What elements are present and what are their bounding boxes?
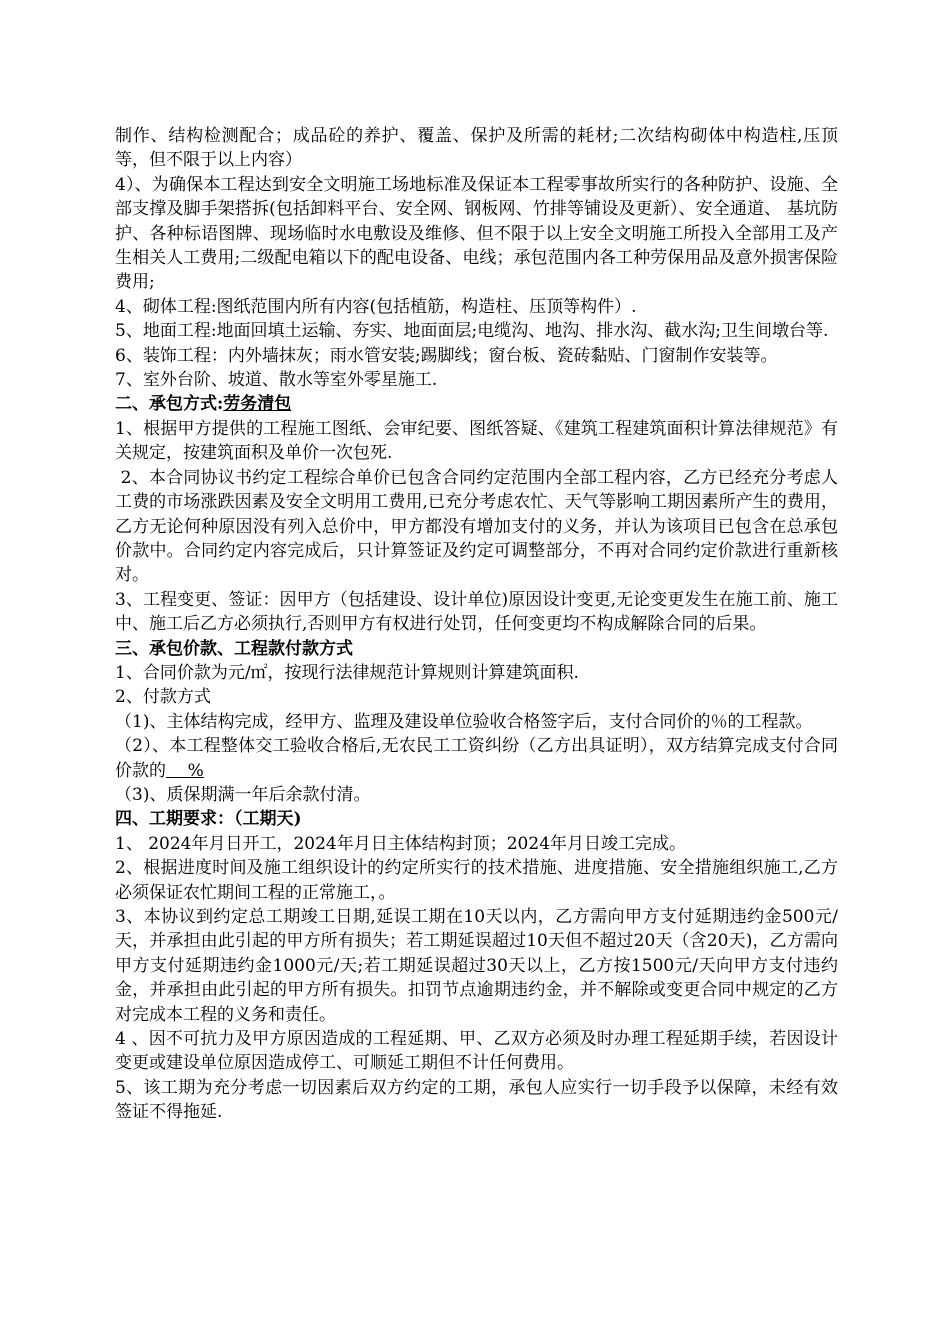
paragraph-schedule-dates: 1、 2024年月日开工，2024年月日主体结构封顶；2024年月日竣工完成。 xyxy=(115,833,687,854)
paragraph-delay-penalty: 3、本协议到约定总工期竣工日期,延误工期在10天以内，乙方需向甲方支付延期违约金500元/天，并承担由此引起的甲方所有损失；若工期延误超过10天但不超过20天（含20天)，乙方需向甲方支付延期违约金1000元/天;若工期延误超过30天以上，乙方按1500元/天向甲方支付违约金，并承担由此引起的甲方所有损失。扣罚节点逾期违约金，并不解除或变更合同中规定的乙方对完成本工程的义务和责任。 xyxy=(115,907,838,1025)
heading-prefix: 二、承包方式: xyxy=(115,394,224,415)
paragraph-masonry: 4、砌体工程:图纸范围内所有内容(包括植筋，构造柱、压顶等构件）. xyxy=(115,296,637,317)
paragraph-unit-price-inclusion: 2、本合同协议书约定工程综合单价已包含合同约定范围内全部工程内容，乙方已经充分考虑人工费的市场涨跌因素及安全文明用工费用,已充分考虑农忙、天气等影响工期因素所产生的费用，乙方无论何种原因没有列入总价中，甲方都没有增加支付的义务，并认为该项目已包含在总承包价款中。合同约定内容完成后，只计算签证及约定可调整部分，不再对合同约定价款进行重新核对。 xyxy=(115,467,838,586)
paragraph-outdoor-works: 7、室外台阶、坡道、散水等室外零星施工. xyxy=(115,370,438,391)
paragraph-payment-stage-3: （3)、质保期满一年后余款付清。 xyxy=(115,784,371,805)
paragraph-payment-stage-2 xyxy=(115,734,838,783)
paragraph-ground-works: 5、地面工程:地面回填土运输、夯实、地面面层;电缆沟、地沟、排水沟、截水沟;卫生间墩台等. xyxy=(115,321,829,342)
paragraph-scope-continued: 制作、结构检测配合；成品砼的养护、覆盖、保护及所需的耗材;二次结构砌体中构造柱,压顶等，但不限于以上内容） xyxy=(115,126,838,171)
heading-underlined-term: 劳务清包 xyxy=(223,394,292,415)
paragraph-schedule-measures: 2、根据进度时间及施工组织设计的约定所实行的技术措施、进度措施、安全措施组织施工,乙方必须保证农忙期间工程的正常施工，。 xyxy=(115,858,838,903)
paragraph-change-orders: 3、工程变更、签证：因甲方（包括建设、设计单位)原因设计变更,无论变更发生在施工前、施工中、施工后乙方必须执行,否则甲方有权进行处罚，任何变更均不构成解除合同的后果。 xyxy=(115,589,838,635)
payment-percent-blank: % xyxy=(166,760,204,781)
section-heading-contract-method xyxy=(115,392,838,416)
section-heading-payment: 三、承包价款、工程款付款方式 xyxy=(115,638,353,659)
paragraph-safety-measures: 4）、为确保本工程达到安全文明施工场地标准及保证本工程零事故所实行的各种防护、设施、全部支撑及脚手架搭拆(包括卸料平台、安全网、钢板网、竹排等铺设及更新）、安全通道、 基坑防护、各种标语图牌、现场临时水电敷设及维修、但不限于以上安全文明施工所投入全部用工及产生相关人工费用;二级配电箱以下的配电设备、电线；承包范围内各工种劳保用品及意外损害保险费用; xyxy=(115,174,838,293)
paragraph-force-majeure: 4 、因不可抗力及甲方原因造成的工程延期、甲、乙双方必须及时办理工程延期手续，若因设计变更或建设单位原因造成停工、可顺延工期但不计任何费用。 xyxy=(115,1029,838,1074)
paragraph-pricing-basis: 1、根据甲方提供的工程施工图纸、会审纪要、图纸答疑、《建筑工程建筑面积计算法律规范》有关规定，按建筑面积及单价一次包死. xyxy=(115,418,838,464)
paragraph-payment-method: 2、付款方式 xyxy=(115,687,211,708)
section-heading-schedule: 四、工期要求：（工期天) xyxy=(115,809,302,830)
payment-stage-2-text: （2）、本工程整体交工验收合格后,无农民工工资纠纷（乙方出具证明），双方结算完成支付合同价款的 xyxy=(115,736,838,781)
paragraph-schedule-guarantee: 5、该工期为充分考虑一切因素后双方约定的工期，承包人应实行一切手段予以保障，未经有效签证不得拖延. xyxy=(115,1077,838,1123)
document-body xyxy=(115,124,838,1125)
paragraph-decoration: 6、装饰工程：内外墙抹灰；雨水管安装;踢脚线；窗台板、瓷砖黏贴、门窗制作安装等。 xyxy=(115,345,778,366)
paragraph-contract-price: 1、合同价款为元/㎡，按现行法律规范计算规则计算建筑面积. xyxy=(115,662,579,683)
paragraph-payment-stage-1: （1)、主体结构完成，经甲方、监理及建设单位验收合格签字后，支付合同价的％的工程款。 xyxy=(115,711,813,732)
